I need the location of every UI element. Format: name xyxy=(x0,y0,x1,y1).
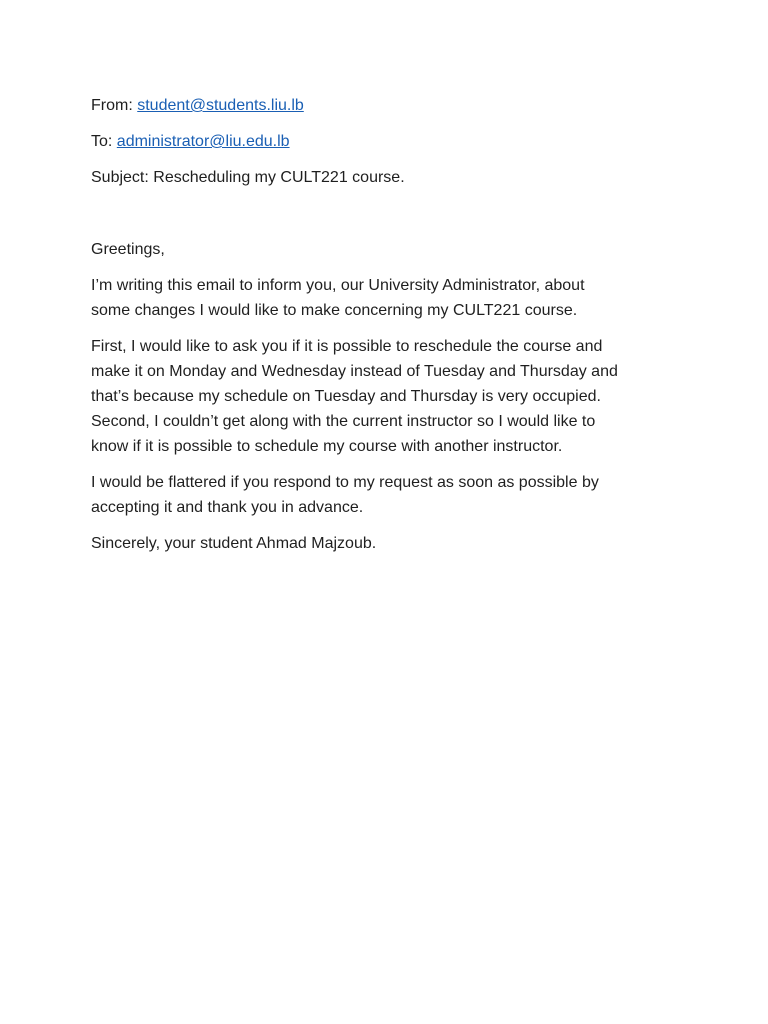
from-line xyxy=(91,93,681,118)
paragraph-line: I’m writing this email to inform you, our University Administrator, about xyxy=(91,277,585,294)
subject-line: Subject: Rescheduling my CULT221 course. xyxy=(91,169,405,186)
to-email-link[interactable]: administrator@liu.edu.lb xyxy=(116,133,290,150)
paragraph-intro xyxy=(91,273,681,323)
email-content xyxy=(91,93,681,556)
paragraph-closing xyxy=(91,470,681,520)
paragraph-line: Second, I couldn’t get along with the current instructor so I would like to xyxy=(91,413,596,430)
from-label: From: xyxy=(91,97,133,114)
paragraph-line: some changes I would like to make concerning my CULT221 course. xyxy=(91,302,578,319)
paragraph-line: know if it is possible to schedule my course with another instructor. xyxy=(91,438,563,455)
paragraph-line: I would be flattered if you respond to my request as soon as possible by xyxy=(91,474,599,491)
paragraph-line: make it on Monday and Wednesday instead of Tuesday and Thursday and xyxy=(91,363,618,380)
paragraph-line: that’s because my schedule on Tuesday and Thursday is very occupied. xyxy=(91,388,601,405)
from-email-link[interactable]: student@students.liu.lb xyxy=(137,97,304,114)
greeting: Greetings, xyxy=(91,241,165,258)
paragraph-requests xyxy=(91,334,681,459)
paragraph-line: accepting it and thank you in advance. xyxy=(91,499,364,516)
to-line xyxy=(91,129,681,154)
to-label: To: xyxy=(91,133,113,150)
signoff: Sincerely, your student Ahmad Majzoub. xyxy=(91,535,377,552)
paragraph-line: First, I would like to ask you if it is possible to reschedule the course and xyxy=(91,338,603,355)
